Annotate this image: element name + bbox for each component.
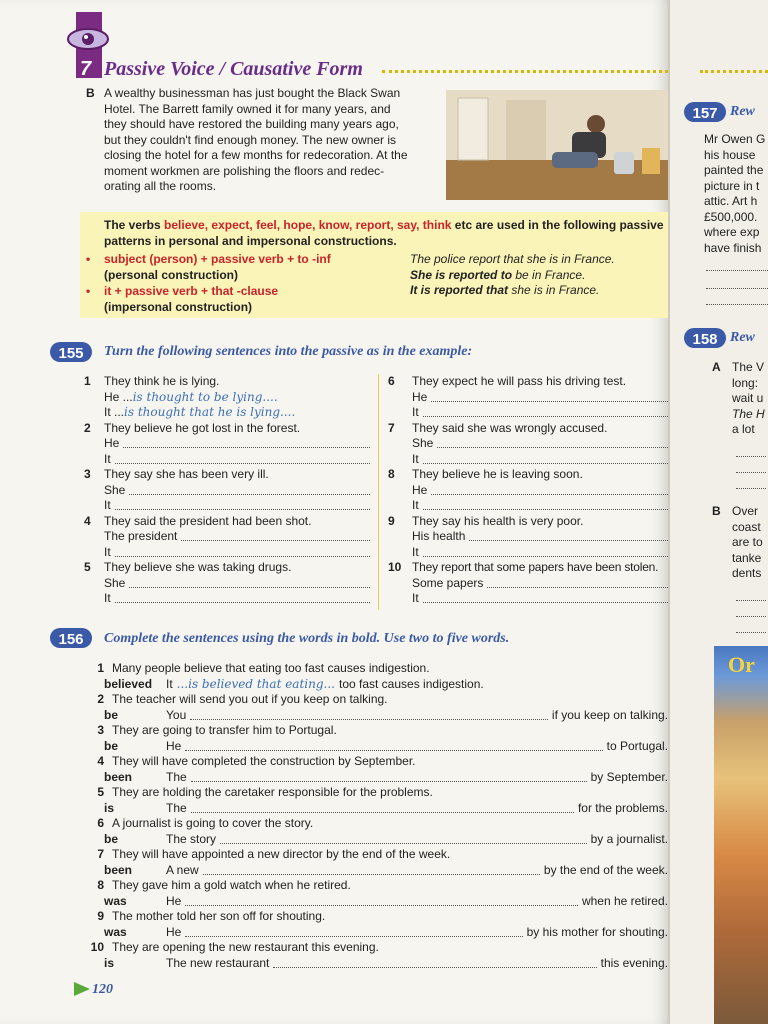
ex156-answer[interactable] bbox=[74, 832, 668, 848]
item-number: 7 bbox=[97, 847, 104, 861]
bullet-dot-1: • bbox=[86, 252, 91, 266]
item-sentence: They gave him a gold watch when he retired. bbox=[112, 878, 351, 892]
item-sentence: Many people believe that eating too fast causes indigestion. bbox=[112, 661, 430, 675]
exercise-157-number: 157 bbox=[692, 105, 718, 122]
section-b-line: but they couldn't find enough money. The new owner is bbox=[104, 132, 397, 147]
answer-line[interactable] bbox=[84, 452, 370, 468]
answer-line[interactable] bbox=[84, 498, 370, 514]
blank-line[interactable] bbox=[736, 608, 766, 617]
section-b-line: closing the hotel for a few months for redecoration. At the bbox=[104, 148, 408, 162]
exercise-155-instruction: Turn the following sentences into the passive as in the example: bbox=[104, 344, 473, 359]
banner-heading: Or bbox=[728, 652, 755, 677]
answer-start: He bbox=[166, 924, 182, 939]
blank-line[interactable] bbox=[423, 405, 668, 417]
answer-start: It bbox=[412, 451, 419, 466]
blank-line[interactable] bbox=[423, 452, 668, 464]
ex158-b-line: Over bbox=[732, 504, 759, 518]
blank-line[interactable] bbox=[115, 591, 370, 603]
ex155-item bbox=[388, 374, 668, 390]
answer-end: by his mother for shouting. bbox=[526, 924, 668, 939]
item-sentence: They are holding the caretaker responsible for the problems. bbox=[112, 785, 433, 799]
ex155-right-column bbox=[388, 374, 668, 607]
blank-line[interactable] bbox=[203, 863, 540, 875]
column-divider bbox=[378, 374, 379, 610]
blank-line[interactable] bbox=[469, 529, 668, 541]
answer-line[interactable] bbox=[388, 452, 668, 468]
item-sentence: They think he is lying. bbox=[104, 374, 220, 388]
right-page bbox=[670, 0, 768, 1024]
answer-start: It bbox=[166, 676, 173, 691]
item-number: 8 bbox=[97, 878, 104, 892]
answer-start: His health bbox=[412, 529, 466, 543]
answer-line[interactable] bbox=[84, 576, 370, 592]
blank-line[interactable] bbox=[423, 545, 668, 557]
page-number: 120 bbox=[92, 982, 113, 997]
blank-line[interactable] bbox=[129, 576, 370, 588]
answer-line[interactable] bbox=[84, 529, 370, 545]
answer-start: Some papers bbox=[412, 575, 484, 590]
ex156-answer[interactable] bbox=[74, 863, 668, 879]
blank-line[interactable] bbox=[191, 801, 574, 813]
answer-end: too fast causes indigestion. bbox=[338, 676, 484, 691]
answer-start: A new bbox=[166, 862, 199, 877]
exercise-156-badge bbox=[50, 626, 92, 650]
ex155-left-column bbox=[84, 374, 370, 607]
answer-start: The bbox=[166, 769, 187, 784]
item-sentence: The teacher will send you out if you keep on talking. bbox=[112, 692, 388, 706]
item-sentence: A journalist is going to cover the story. bbox=[112, 816, 314, 830]
answer-start: It ... bbox=[104, 405, 125, 419]
item-number: 6 bbox=[97, 816, 104, 830]
blank-line[interactable] bbox=[706, 280, 768, 289]
item-number: 5 bbox=[84, 560, 91, 574]
answer-end: when he retired. bbox=[581, 893, 668, 908]
handwritten-answer: is thought that he is lying.... bbox=[124, 405, 296, 419]
item-number: 2 bbox=[97, 692, 104, 706]
blank-line[interactable] bbox=[431, 390, 668, 402]
rule-example-2-rest: be in France. bbox=[512, 267, 586, 282]
item-number: 7 bbox=[388, 420, 395, 435]
blank-line[interactable] bbox=[115, 545, 370, 557]
ex157-line: £500,000. bbox=[704, 209, 758, 224]
blank-line[interactable] bbox=[423, 498, 668, 510]
answer-start: It bbox=[104, 544, 111, 559]
answer-start: It bbox=[104, 498, 111, 512]
section-b-line: A wealthy businessman has just bought the Black Swan bbox=[104, 86, 401, 100]
item-sentence: They are going to transfer him to Portugal. bbox=[112, 723, 337, 737]
unit-number: 7 bbox=[80, 58, 92, 80]
answer-start: The president bbox=[104, 529, 178, 543]
ex157-line: attic. Art h bbox=[704, 194, 758, 208]
ex156-item bbox=[74, 847, 668, 863]
answer-line[interactable] bbox=[388, 436, 668, 452]
answer-start: It bbox=[104, 591, 111, 605]
answer-line[interactable] bbox=[388, 483, 668, 499]
item-sentence: They said she was wrongly accused. bbox=[412, 420, 608, 435]
handwritten-answer: is thought to be lying.... bbox=[132, 389, 278, 404]
ex156-item bbox=[74, 909, 668, 925]
ex155-item bbox=[388, 467, 668, 483]
ex156-item bbox=[74, 661, 668, 677]
answer-start: She bbox=[412, 436, 434, 450]
item-number: 5 bbox=[97, 785, 104, 799]
answer-line[interactable] bbox=[388, 529, 668, 545]
answer-line[interactable] bbox=[388, 405, 668, 421]
ex158-b-line: are to bbox=[732, 535, 763, 549]
rule-example-3-bold: It is reported that bbox=[410, 283, 509, 297]
orange-banner-image bbox=[714, 646, 768, 1024]
answer-start: He bbox=[412, 482, 428, 497]
rule-pattern-1: subject (person) + passive verb + to -inf bbox=[104, 252, 331, 266]
answer-start: He ... bbox=[104, 389, 133, 404]
key-word: was bbox=[104, 893, 127, 908]
ex155-item bbox=[84, 560, 370, 576]
answer-start: It bbox=[104, 451, 111, 466]
item-sentence: They report that some papers have been stolen. bbox=[412, 560, 659, 574]
rule-line1-pre: The verbs bbox=[104, 218, 165, 232]
answer-end: for the problems. bbox=[577, 800, 668, 815]
answer-line[interactable] bbox=[84, 545, 370, 561]
ex156-answer[interactable] bbox=[74, 770, 668, 786]
ex158-a-line: long: bbox=[732, 375, 759, 390]
blank-line[interactable] bbox=[706, 296, 768, 305]
answer-start: The bbox=[166, 800, 187, 815]
answer-start: She bbox=[104, 575, 126, 590]
key-word: is bbox=[104, 955, 115, 970]
item-number: 1 bbox=[84, 374, 91, 388]
blank-line[interactable] bbox=[185, 739, 602, 751]
blank-line[interactable] bbox=[185, 894, 578, 906]
answer-line[interactable] bbox=[84, 436, 370, 452]
ex156-item bbox=[74, 723, 668, 739]
blank-line[interactable] bbox=[123, 436, 370, 448]
ex156-answer bbox=[74, 677, 668, 693]
item-sentence: They will have completed the construction by September. bbox=[112, 754, 416, 768]
blank-line[interactable] bbox=[423, 591, 668, 603]
answer-line[interactable] bbox=[84, 483, 370, 499]
ex155-item bbox=[388, 421, 668, 437]
ex156-answer[interactable] bbox=[74, 956, 668, 972]
ex158-a-line: The H bbox=[732, 406, 765, 421]
exercise-158-title: Rew bbox=[730, 330, 755, 345]
title-dots bbox=[382, 70, 668, 73]
item-number: 10 bbox=[90, 940, 104, 954]
ex158-b-text bbox=[732, 504, 768, 582]
ex156-item bbox=[74, 816, 668, 832]
item-number: 3 bbox=[84, 467, 91, 481]
example-answer-line-1 bbox=[84, 390, 370, 406]
ex158-b-line: coast bbox=[732, 519, 761, 534]
item-sentence: They believe he is leaving soon. bbox=[412, 467, 583, 481]
rule-line-2: patterns in personal and impersonal constructions. bbox=[104, 233, 397, 248]
blank-line[interactable] bbox=[273, 956, 596, 968]
ex158-a-line: a lot bbox=[732, 422, 755, 436]
blank-line[interactable] bbox=[190, 708, 548, 720]
ex155-item bbox=[388, 560, 668, 576]
rule-label-1: (personal construction) bbox=[104, 267, 239, 282]
section-b-line: moment workmen are polishing the floors and redec- bbox=[104, 163, 385, 178]
exercise-158-badge bbox=[684, 326, 726, 350]
exercise-157-badge bbox=[684, 100, 726, 124]
rule-line1-post: etc are used in the following passive bbox=[451, 218, 664, 232]
ex156-answer[interactable] bbox=[74, 925, 668, 941]
ex156-item bbox=[74, 878, 668, 894]
blank-line[interactable] bbox=[115, 452, 370, 464]
item-sentence: They say she has been very ill. bbox=[104, 467, 269, 481]
key-word: is bbox=[104, 800, 115, 815]
blank-line[interactable] bbox=[185, 925, 522, 937]
key-word: been bbox=[104, 769, 133, 784]
blank-line[interactable] bbox=[736, 464, 766, 473]
blank-line[interactable] bbox=[191, 770, 587, 782]
example-answer-line-2 bbox=[84, 405, 370, 421]
answer-line[interactable] bbox=[388, 390, 668, 406]
key-word: be bbox=[104, 831, 119, 846]
ex155-item bbox=[84, 514, 370, 530]
item-sentence: They say his health is very poor. bbox=[412, 513, 584, 528]
rule-label-2: (impersonal construction) bbox=[104, 299, 253, 314]
ex157-line: painted the bbox=[704, 163, 764, 177]
ex157-line: picture in t bbox=[704, 178, 760, 193]
ex155-item bbox=[388, 514, 668, 530]
rule-example-1: The police report that she is in France. bbox=[410, 252, 615, 266]
key-word: been bbox=[104, 862, 133, 877]
ex156-item bbox=[74, 754, 668, 770]
rule-examples bbox=[410, 252, 666, 299]
rule-intro bbox=[104, 218, 666, 249]
answer-end: by September. bbox=[590, 769, 668, 784]
answer-start: He bbox=[166, 738, 182, 753]
answer-start: It bbox=[412, 498, 419, 512]
answer-line[interactable] bbox=[388, 498, 668, 514]
section-b-line: Hotel. The Barrett family owned it for many years, and bbox=[104, 101, 391, 116]
ex156-answer[interactable] bbox=[74, 739, 668, 755]
rule-pattern-2: it + passive verb + that -clause bbox=[104, 284, 279, 298]
answer-end: if you keep on talking. bbox=[551, 707, 668, 722]
ex156-item bbox=[74, 785, 668, 801]
rule-example-3 bbox=[410, 283, 666, 299]
item-sentence: They believe he got lost in the forest. bbox=[104, 420, 301, 435]
item-sentence: They said the president had been shot. bbox=[104, 513, 312, 528]
key-word: believed bbox=[104, 676, 153, 691]
ex157-line: where exp bbox=[704, 225, 760, 239]
bullet-rule-1 bbox=[104, 252, 394, 283]
unit-title: Passive Voice / Causative Form bbox=[104, 58, 363, 80]
answer-end: by a journalist. bbox=[590, 831, 668, 846]
blank-line[interactable] bbox=[437, 436, 668, 448]
exercise-157-title: Rew bbox=[730, 104, 755, 119]
exercise-156-instruction: Complete the sentences using the words in bold. Use two to five words. bbox=[104, 631, 510, 646]
blank-line[interactable] bbox=[706, 262, 768, 271]
answer-start: He bbox=[412, 389, 428, 404]
ex157-line: have finish bbox=[704, 240, 762, 255]
answer-line[interactable] bbox=[388, 576, 668, 592]
ex156-answer[interactable] bbox=[74, 801, 668, 817]
item-number: 8 bbox=[388, 467, 395, 481]
item-number: 3 bbox=[97, 723, 104, 737]
ex155-item bbox=[84, 374, 370, 390]
item-sentence: They are opening the new restaurant this evening. bbox=[112, 940, 379, 954]
rule-example-3-rest: she is in France. bbox=[508, 283, 600, 297]
right-title-dots bbox=[700, 70, 768, 73]
key-word: be bbox=[104, 738, 119, 753]
ex158-a-line: wait u bbox=[732, 391, 764, 405]
answer-start: He bbox=[104, 436, 120, 450]
answer-line[interactable] bbox=[388, 591, 668, 607]
section-letter-b: B bbox=[86, 86, 95, 100]
answer-start: He bbox=[166, 893, 182, 908]
section-letter-a: A bbox=[712, 360, 721, 374]
rule-line-1 bbox=[104, 218, 666, 234]
section-letter-b-right: B bbox=[712, 504, 721, 518]
workman-photo bbox=[446, 90, 668, 200]
answer-start: It bbox=[412, 544, 419, 559]
item-number: 9 bbox=[388, 513, 395, 528]
ex155-item bbox=[84, 421, 370, 437]
rule-example-2-bold: She is reported to bbox=[410, 267, 513, 282]
key-word: was bbox=[104, 924, 127, 939]
ex157-line: Mr Owen G bbox=[704, 132, 766, 146]
blank-line[interactable] bbox=[431, 483, 668, 495]
ex155-item bbox=[84, 467, 370, 483]
ex157-line: his house bbox=[704, 147, 756, 162]
answer-end: to Portugal. bbox=[606, 738, 668, 753]
item-sentence: The mother told her son off for shouting. bbox=[112, 909, 326, 923]
ex158-a-line: The V bbox=[732, 360, 765, 374]
ex158-a-text bbox=[732, 360, 768, 438]
item-number: 4 bbox=[97, 754, 104, 768]
answer-start: She bbox=[104, 482, 126, 497]
exercise-155-badge bbox=[50, 340, 92, 364]
item-number: 9 bbox=[97, 909, 104, 923]
ex156-answer[interactable] bbox=[74, 894, 668, 910]
bullet-dot-2: • bbox=[86, 284, 91, 298]
answer-end: by the end of the week. bbox=[543, 862, 668, 877]
ex158-b-line: dents bbox=[732, 566, 762, 580]
item-number: 2 bbox=[84, 420, 91, 435]
rule-verbs: believe, expect, feel, hope, know, report, say, think bbox=[164, 218, 452, 232]
blank-line[interactable] bbox=[181, 529, 370, 541]
blank-line[interactable] bbox=[736, 592, 766, 601]
bullet-rule-2 bbox=[104, 284, 394, 315]
item-sentence: They expect he will pass his driving test. bbox=[412, 374, 627, 388]
ex157-text bbox=[704, 132, 768, 256]
item-number: 4 bbox=[84, 513, 91, 528]
blank-line[interactable] bbox=[129, 483, 370, 495]
answer-start: It bbox=[412, 591, 419, 605]
exercise-156-number: 156 bbox=[58, 631, 84, 648]
blank-line[interactable] bbox=[220, 832, 587, 844]
blank-line[interactable] bbox=[487, 576, 668, 588]
section-b-text bbox=[104, 86, 440, 195]
item-number: 10 bbox=[388, 560, 402, 574]
section-b-line: orating all the rooms. bbox=[104, 179, 217, 193]
ex156-item bbox=[74, 692, 668, 708]
ex156-answer[interactable] bbox=[74, 708, 668, 724]
handwritten-answer: ...is believed that eating... bbox=[176, 676, 335, 691]
item-sentence: They will have appointed a new director by the end of the week. bbox=[112, 847, 451, 861]
blank-line[interactable] bbox=[115, 498, 370, 510]
answer-start: It bbox=[412, 405, 419, 419]
exercise-158-number: 158 bbox=[692, 331, 718, 348]
answer-start: You bbox=[166, 707, 187, 722]
answer-line[interactable] bbox=[84, 591, 370, 607]
item-number: 1 bbox=[97, 661, 104, 675]
answer-start: The story bbox=[166, 831, 217, 846]
page-arrow-icon bbox=[74, 982, 90, 996]
answer-line[interactable] bbox=[388, 545, 668, 561]
blank-line[interactable] bbox=[736, 624, 766, 633]
section-b-line: they should have restored the building many years ago, bbox=[104, 117, 399, 131]
eye-icon bbox=[66, 24, 110, 54]
rule-example-2 bbox=[410, 268, 666, 284]
exercise-155-number: 155 bbox=[58, 345, 84, 362]
answer-start: The new restaurant bbox=[166, 955, 270, 970]
item-number: 6 bbox=[388, 374, 395, 388]
blank-line[interactable] bbox=[736, 448, 766, 457]
item-sentence: They believe she was taking drugs. bbox=[104, 560, 292, 574]
key-word: be bbox=[104, 707, 119, 722]
ex156-item bbox=[74, 940, 668, 956]
ex158-b-line: tanke bbox=[732, 550, 762, 565]
ex156-list bbox=[74, 661, 668, 971]
answer-end: this evening. bbox=[600, 955, 668, 970]
blank-line[interactable] bbox=[736, 480, 766, 489]
